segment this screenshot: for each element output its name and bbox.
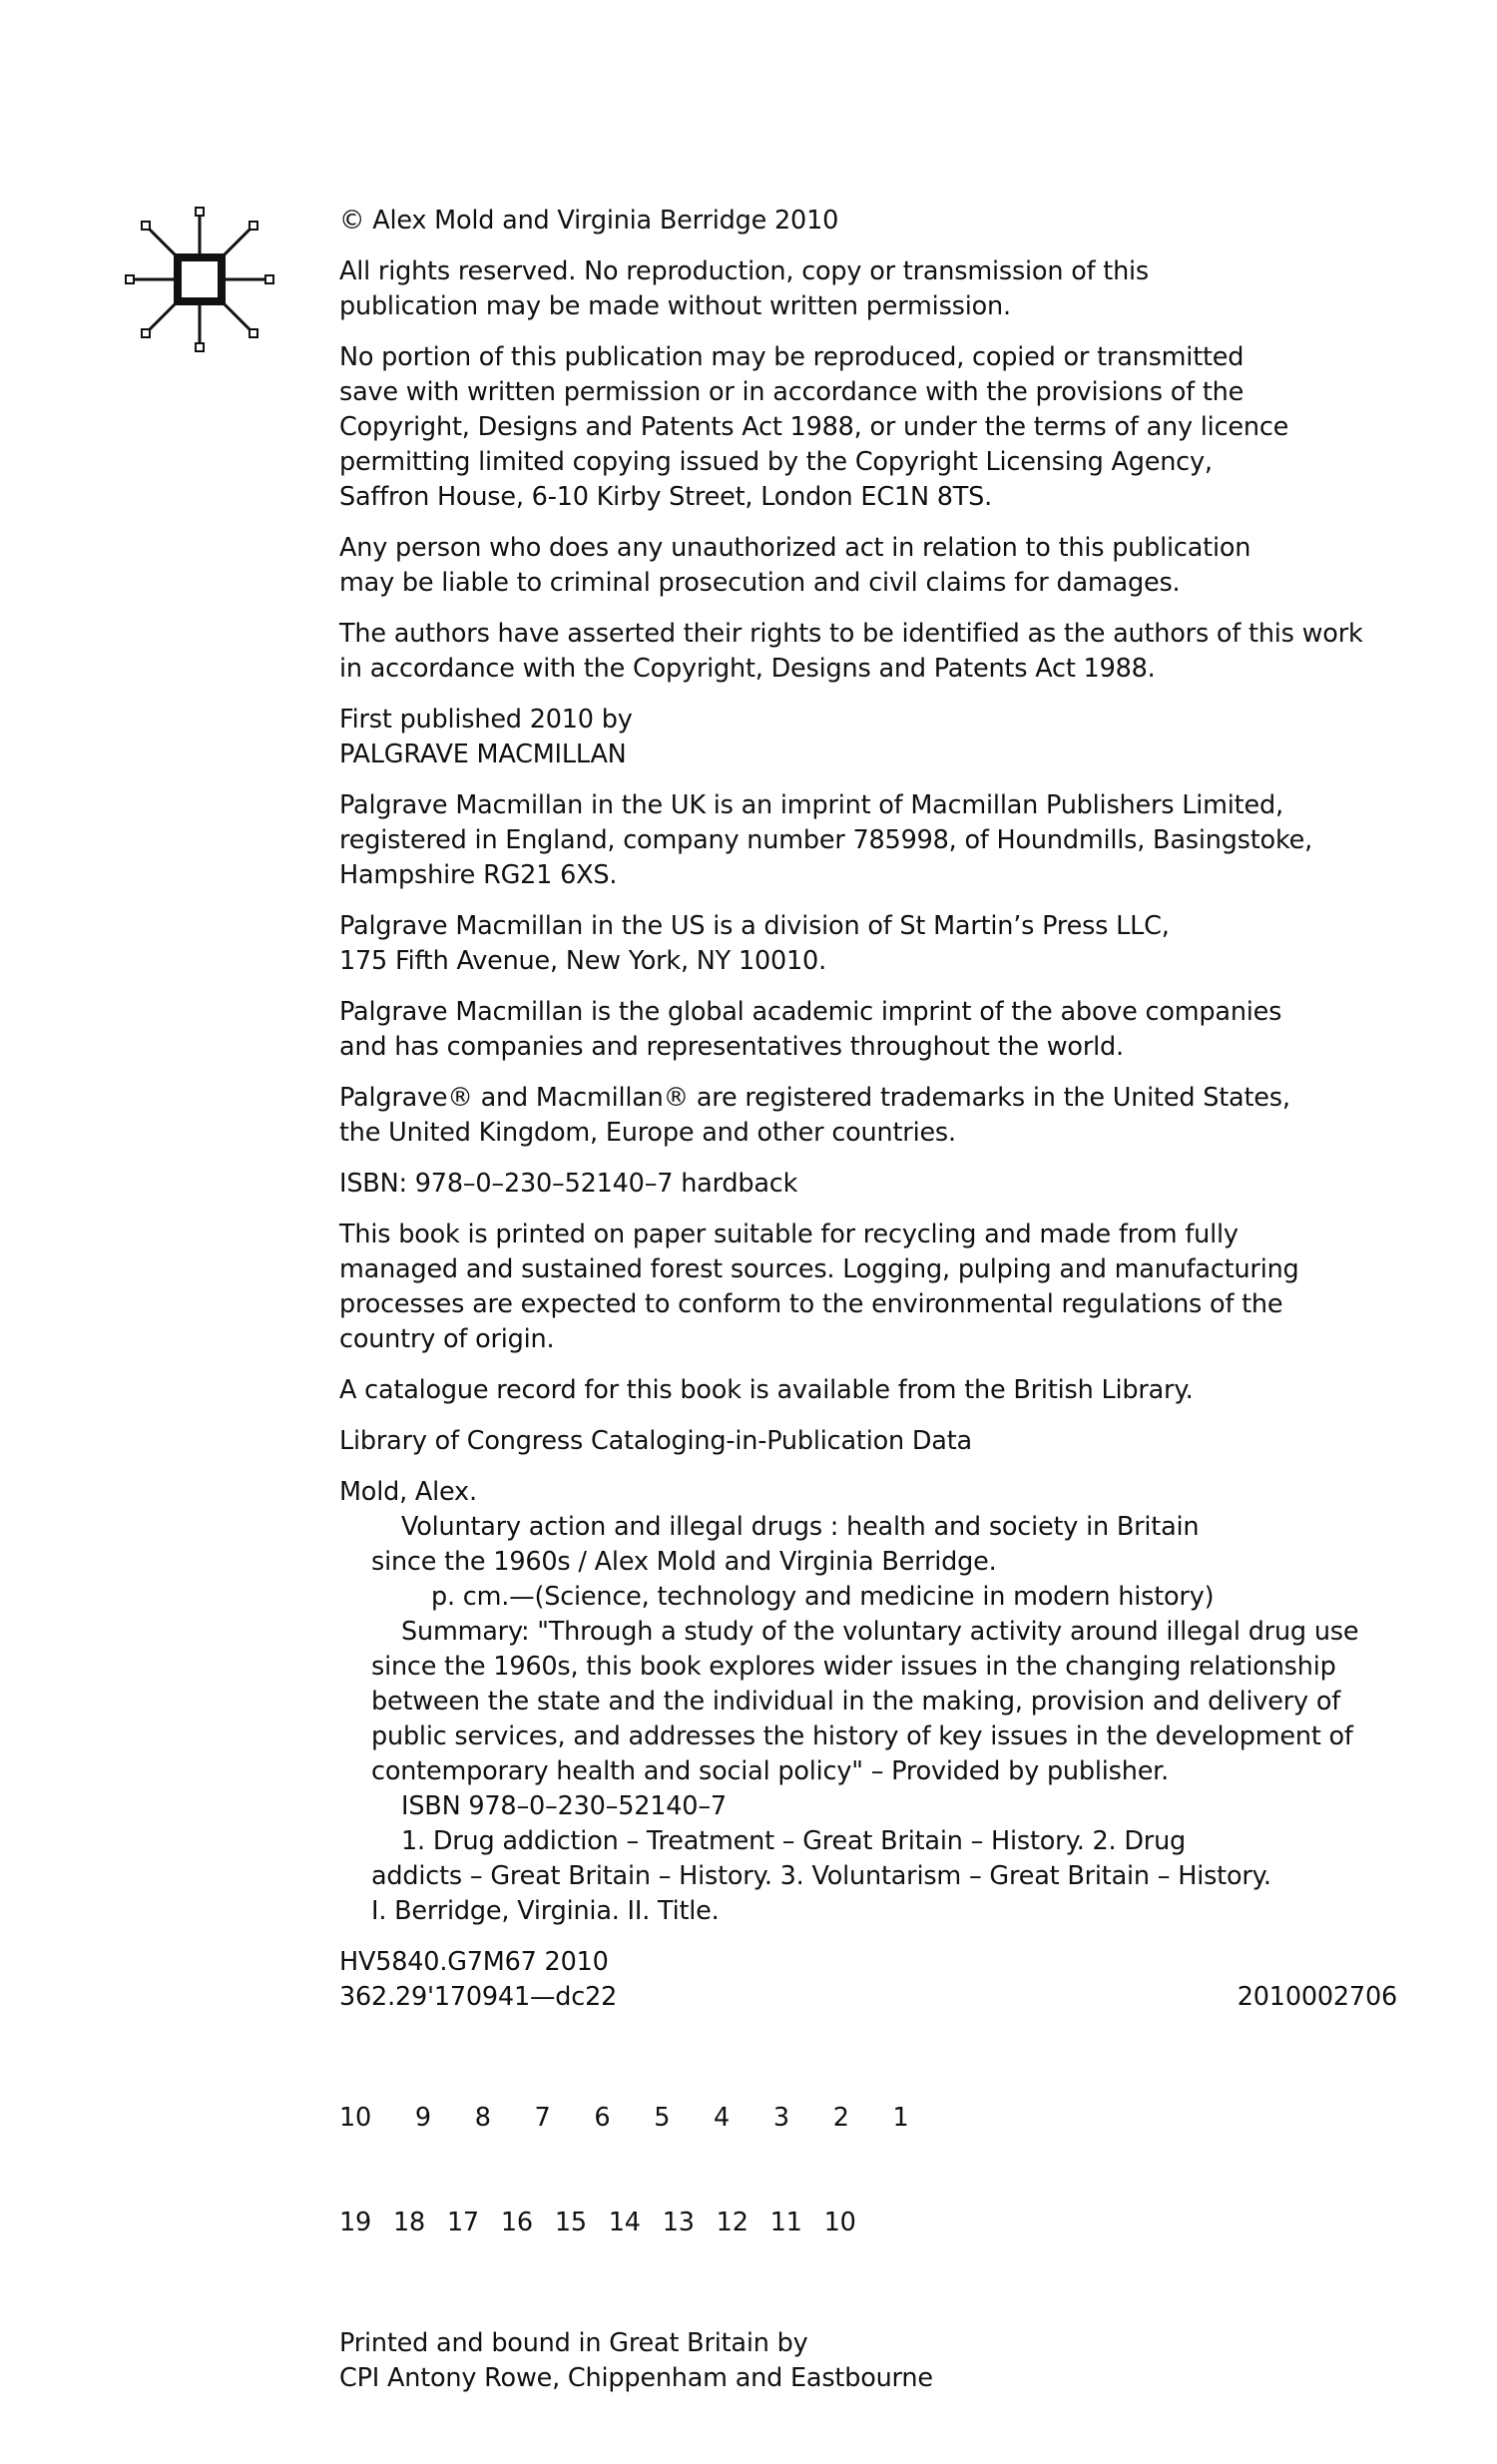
cip-summary-rest: since the 1960s, this book explores wider issues in the changing relationship between the state and the individual in the making, provision and delivery of public services, and addresses the history of key issues in the development of contemporary health and social policy" – Provided by publisher. bbox=[371, 1652, 1353, 1786]
printer-notice: Printed and bound in Great Britain by CPI Antony Rowe, Chippenham and Eastbourne bbox=[339, 2328, 933, 2393]
us-division: Palgrave Macmillan in the US is a division of St Martin’s Press LLC, 175 Fifth Avenue, New York, NY 10010. bbox=[339, 911, 1170, 976]
loc-heading: Library of Congress Cataloging-in-Publication Data bbox=[339, 1426, 972, 1456]
paper-notice: This book is printed on paper suitable for recycling and made from fully managed and sustained forest sources. Logging, pulping and manufacturing processes are expected to conform to the environmental regulations of the country of origin. bbox=[339, 1220, 1299, 1354]
cip-title-line-1: Voluntary action and illegal drugs : health and society in Britain bbox=[401, 1512, 1200, 1542]
publisher-logo-icon bbox=[120, 200, 279, 359]
cip-record bbox=[339, 1475, 1397, 1929]
classification bbox=[339, 1945, 1397, 2015]
cip-summary-line-1: Summary: "Through a study of the voluntary activity around illegal drug use bbox=[401, 1617, 1359, 1647]
uk-imprint: Palgrave Macmillan in the UK is an imprint of Macmillan Publishers Limited, registered in England, company number 785998, of Houndmills, Basingstoke, Hampshire RG21 6XS. bbox=[339, 790, 1312, 890]
catalogue-record: A catalogue record for this book is available from the British Library. bbox=[339, 1375, 1194, 1405]
global-imprint: Palgrave Macmillan is the global academic imprint of the above companies and has companies and representatives throughout the world. bbox=[339, 997, 1282, 1062]
cip-subjects-line-1: 1. Drug addiction – Treatment – Great Britain – History. 2. Drug bbox=[401, 1826, 1187, 1856]
isbn: ISBN: 978–0–230–52140–7 hardback bbox=[339, 1169, 798, 1199]
cip-isbn: ISBN 978–0–230–52140–7 bbox=[401, 1791, 727, 1821]
copyright-notice: © Alex Mold and Virginia Berridge 2010 bbox=[339, 206, 839, 236]
lc-call-number: HV5840.G7M67 2010 bbox=[339, 1947, 609, 1977]
cip-subjects-rest: addicts – Great Britain – History. 3. Voluntarism – Great Britain – History. I. Berridge, Virginia. II. Title. bbox=[371, 1861, 1271, 1926]
cip-series: p. cm.—(Science, technology and medicine in modern history) bbox=[431, 1582, 1215, 1612]
cip-title-line-2: since the 1960s / Alex Mold and Virginia Berridge. bbox=[371, 1547, 997, 1577]
copyright-page-text bbox=[339, 204, 1397, 2412]
dewey-number: 362.29'170941—dc22 bbox=[339, 1982, 618, 2012]
printing-line-1: 10 9 8 7 6 5 4 3 2 1 bbox=[339, 2103, 909, 2133]
lccn: 2010002706 bbox=[1237, 1982, 1397, 2012]
reproduction-terms: No portion of this publication may be reproduced, copied or transmitted save with written permission or in accordance with the provisions of the Copyright, Designs and Patents Act 1988, or under the terms of any licence permitting limited copying issued by the Copyright Licensing Agency, Saffron House, 6-10 Kirby Street, London EC1N 8TS. bbox=[339, 342, 1289, 512]
cip-author: Mold, Alex. bbox=[339, 1477, 477, 1507]
rights-reserved: All rights reserved. No reproduction, copy or transmission of this publication may be made without written permission. bbox=[339, 256, 1150, 321]
first-published: First published 2010 by PALGRAVE MACMILLAN bbox=[339, 705, 633, 769]
liability-notice: Any person who does any unauthorized act in relation to this publication may be liable to criminal prosecution and civil claims for damages. bbox=[339, 533, 1251, 598]
printing-line-2: 19 18 17 16 15 14 13 12 11 10 bbox=[339, 2208, 856, 2237]
trademarks: Palgrave® and Macmillan® are registered trademarks in the United States, the United Kingdom, Europe and other countries. bbox=[339, 1083, 1290, 1148]
printing-numbers bbox=[339, 2031, 1397, 2310]
authors-assertion: The authors have asserted their rights to be identified as the authors of this work in accordance with the Copyright, Designs and Patents Act 1988. bbox=[339, 619, 1363, 684]
